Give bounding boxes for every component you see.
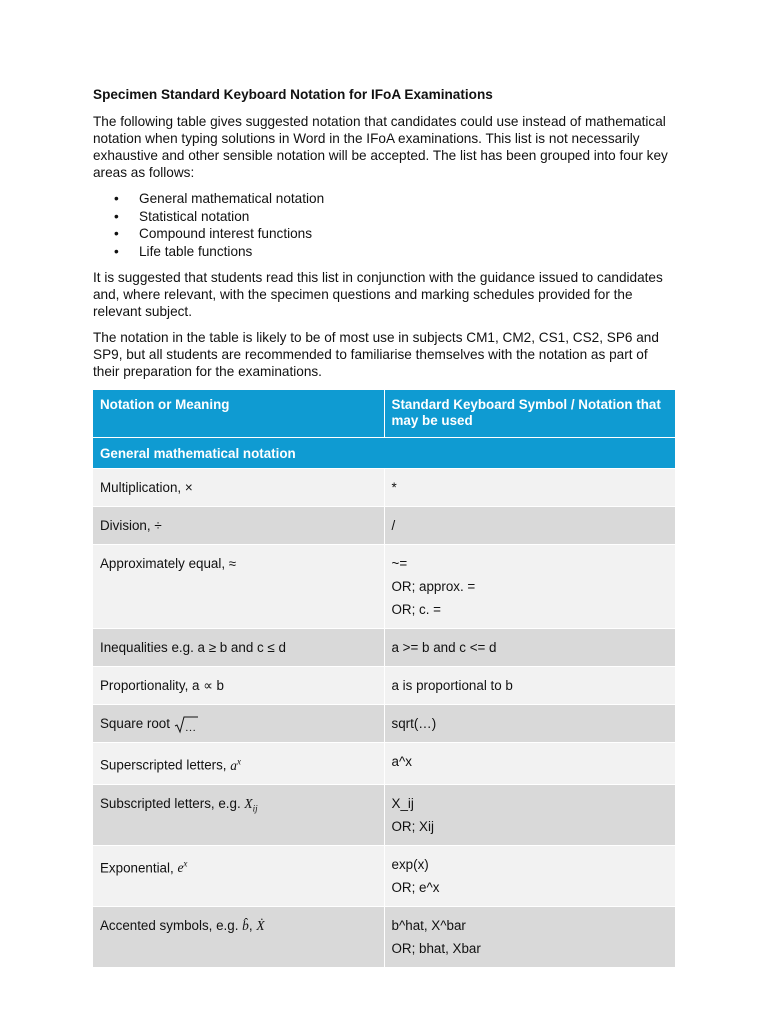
list-item: • General mathematical notation — [93, 190, 675, 208]
table-row — [93, 545, 675, 629]
list-item: • Compound interest functions — [93, 225, 675, 243]
meaning-cell — [93, 705, 384, 743]
notation-cell — [384, 629, 675, 667]
notation-line: b^hat, X^bar — [391, 917, 466, 933]
notation-table — [93, 390, 675, 966]
math-symbol — [244, 795, 258, 814]
document-title: Specimen Standard Keyboard Notation for IFoA Examinations — [93, 87, 493, 102]
notation-line: a >= b and c <= d — [391, 640, 497, 656]
symbol-superscript: x — [236, 756, 241, 767]
notation-cell — [384, 845, 675, 906]
meaning-cell: Division, ÷ — [93, 507, 384, 545]
notation-line: X_ij — [391, 795, 414, 811]
table-row — [93, 906, 675, 967]
header-notation: Standard Keyboard Symbol / Notation that may be used — [384, 390, 675, 438]
notation-line: OR; c. = — [391, 602, 441, 618]
table-row — [93, 705, 675, 743]
table-row — [93, 784, 675, 845]
meaning-cell: Inequalities e.g. a ≥ b and c ≤ d — [93, 629, 384, 667]
guidance-paragraph: It is suggested that students read this list in conjunction with the guidance issued to candidates and, where relevant, with the specimen questions and marking schedules provided for the relevant subject. — [93, 270, 663, 320]
areas-list — [93, 190, 675, 260]
header-meaning: Notation or Meaning — [93, 390, 384, 438]
math-symbol — [177, 860, 187, 875]
notation-line: OR; bhat, Xbar — [391, 940, 481, 956]
meaning-cell — [93, 784, 384, 845]
notation-cell — [384, 784, 675, 845]
square-root-symbol — [174, 716, 198, 734]
table-row — [93, 845, 675, 906]
symbol-base: e — [177, 860, 184, 876]
notation-cell — [384, 743, 675, 784]
table-row — [93, 469, 675, 507]
meaning-text: Subscripted letters, e.g. — [100, 795, 241, 811]
notation-cell — [384, 667, 675, 705]
meaning-text: Square root — [100, 716, 170, 732]
notation-line: ~= — [391, 556, 408, 572]
section-title: General mathematical notation — [93, 438, 675, 469]
notation-line: OR; e^x — [391, 879, 440, 895]
meaning-cell: Proportionality, a ∝ b — [93, 667, 384, 705]
notation-line: exp(x) — [391, 856, 429, 872]
subjects-paragraph: The notation in the table is likely to be of most use in subjects CM1, CM2, CS1, CS2, SP6 and SP9, but all students are recommended to familiarise themselves with the notation as part of their preparation for the examinations. — [93, 330, 659, 380]
notation-line: * — [391, 480, 397, 496]
symbol-subscript: ij — [252, 803, 258, 814]
notation-cell — [384, 507, 675, 545]
meaning-cell — [93, 743, 384, 784]
table-header-row — [93, 390, 675, 438]
meaning-text: Exponential, — [100, 860, 174, 876]
notation-cell — [384, 545, 675, 629]
document-page — [93, 86, 675, 967]
math-symbol: Ẋ — [256, 917, 265, 933]
table-row — [93, 743, 675, 784]
table-row — [93, 629, 675, 667]
intro-paragraph: The following table gives suggested notation that candidates could use instead of mathematical notation when typing solutions in Word in the IFoA examinations. This list is not necessarily exhaustive and other sensible notation will be accepted. The list has been grouped into four key areas as follows: — [93, 114, 668, 180]
square-root-placeholder: … — [184, 721, 196, 734]
meaning-text: Superscripted letters, — [100, 757, 227, 773]
list-item: • Life table functions — [93, 243, 675, 261]
notation-line: OR; approx. = — [391, 579, 476, 595]
list-item: • Statistical notation — [93, 208, 675, 226]
math-symbol: b̂ — [242, 917, 249, 933]
notation-line: sqrt(…) — [391, 716, 437, 732]
symbol-base: a — [230, 757, 237, 773]
symbol-base: X — [244, 795, 253, 811]
meaning-cell — [93, 845, 384, 906]
notation-line: OR; Xij — [391, 818, 434, 834]
math-symbol — [230, 758, 241, 773]
notation-line: a^x — [391, 754, 412, 770]
notation-cell — [384, 906, 675, 967]
table-row — [93, 667, 675, 705]
notation-line: a is proportional to b — [391, 678, 513, 694]
symbol-superscript: x — [183, 858, 188, 869]
notation-cell — [384, 469, 675, 507]
notation-line: / — [391, 518, 396, 534]
meaning-cell: Approximately equal, ≈ — [93, 545, 384, 629]
meaning-cell: Accented symbols, e.g. b̂, Ẋ — [93, 906, 384, 967]
table-row — [93, 507, 675, 545]
meaning-cell: Multiplication, × — [93, 469, 384, 507]
section-row — [93, 438, 675, 469]
meaning-text: Accented symbols, e.g. — [100, 917, 239, 933]
notation-cell — [384, 705, 675, 743]
